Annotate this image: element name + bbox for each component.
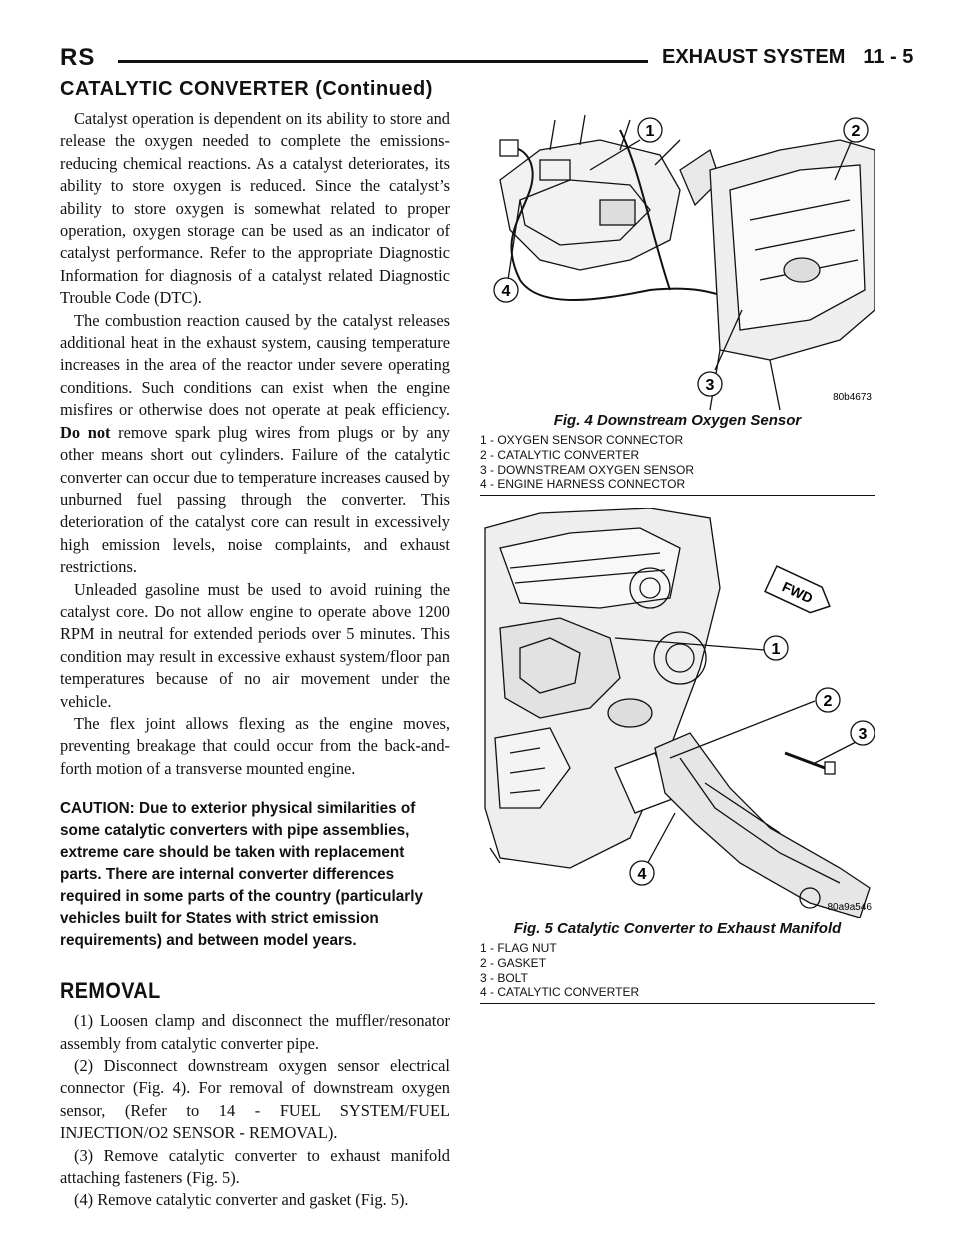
fig4-callout-4-label: 4 <box>501 283 511 300</box>
removal-step-2: (2) Disconnect downstream oxygen sensor electrical connector (Fig. 4). For removal of downstream oxygen sensor, (Refer to 14 - FUEL SYSTEM/FUEL INJECTION/O2 SENSOR - REMOVAL). <box>60 1056 450 1143</box>
fig4-legend-item: 3 - DOWNSTREAM OXYGEN SENSOR <box>480 462 695 477</box>
fig5-legend-item: 3 - BOLT <box>480 970 528 985</box>
paragraph-flex-joint: The flex joint allows flexing as the engine moves, preventing breakage that could occur from the back-and-forth motion of a transverse mounted engine. <box>60 713 450 778</box>
header-section-code: RS <box>60 44 96 71</box>
caution-notice: CAUTION: Due to exterior physical similarities of some catalytic converters with pipe assemblies, extreme care should be taken with replacement parts. There are internal converter differences required in some parts of the country (particularly vehicles built for States with strict emission requirements) and between model years. <box>60 800 423 950</box>
fig5-rule <box>480 1003 875 1004</box>
fig4-code: 80b4673 <box>833 392 872 403</box>
header-rule <box>118 60 648 63</box>
header-right <box>662 46 913 69</box>
fig5-illustration <box>480 508 875 918</box>
fwd-label: FWD <box>779 578 816 607</box>
removal-heading: REMOVAL <box>60 978 161 1004</box>
text-column <box>60 108 450 1212</box>
fig4-rule <box>480 495 875 496</box>
header-title: EXHAUST SYSTEM <box>662 46 846 68</box>
fig5-legend-item: 2 - GASKET <box>480 955 547 970</box>
fig5-callout-3-label: 3 <box>858 726 868 743</box>
p2-text-b: remove spark plug wires from plugs or by any other means short out cylinders. Failure of the catalytic converter can occur due to temperature increases caused by unburned fuel passing through the converter. This deterioration of the catalyst core can result in excessively high emission levels, noise complaints, and exhaust restrictions. <box>60 422 450 577</box>
paragraph-combustion <box>60 310 450 579</box>
fig5-legend-item: 1 - FLAG NUT <box>480 941 557 955</box>
section-heading: CATALYTIC CONVERTER (Continued) <box>60 78 433 100</box>
figure-5 <box>480 508 875 1004</box>
fig4-callout-1-label: 1 <box>645 123 655 140</box>
fig4-legend <box>480 433 875 492</box>
removal-step-1: (1) Loosen clamp and disconnect the muffler/resonator assembly from catalytic converter pipe. <box>60 1011 450 1053</box>
fig4-callout-3-label: 3 <box>705 377 715 394</box>
removal-step-4: (4) Remove catalytic converter and gasket (Fig. 5). <box>74 1190 409 1210</box>
fig4-legend-item: 1 - OXYGEN SENSOR CONNECTOR <box>480 433 684 447</box>
p2-text-a: The combustion reaction caused by the catalyst releases additional heat in the exhaust system, causing temperature increases in the area of the reactor under severe operating conditions. Such conditions can exist when the engine misfires or otherwise does not operate at peak efficiency. <box>60 310 450 420</box>
figure-4 <box>480 110 875 496</box>
paragraph-unleaded: Unleaded gasoline must be used to avoid ruining the catalyst core. Do not allow engine to operate above 1200 RPM in neutral for extended periods over 5 minutes. This condition may result in excessive exhaust system/floor pan temperatures because of no air movement under the vehicle. <box>60 579 450 711</box>
fig4-legend-item: 2 - CATALYTIC CONVERTER <box>480 447 640 462</box>
fig4-callout-2-label: 2 <box>851 123 861 140</box>
paragraph-catalyst-operation: Catalyst operation is dependent on its ability to store and release the oxygen needed to complete the emissions-reducing chemical reactions. As a catalyst deteriorates, its ability to store oxygen is reduced. Since the catalyst’s ability to store oxygen is somewhat related to proper operation, oxygen storage can be used as an indicator of catalyst performance. Refer to the appropriate Diagnostic Information for diagnosis of a catalyst related Diagnostic Trouble Code (DTC). <box>60 109 450 308</box>
fig5-legend-item: 4 - CATALYTIC CONVERTER <box>480 985 640 1000</box>
fig5-code: 80a9a546 <box>827 902 872 913</box>
fig5-caption: Fig. 5 Catalytic Converter to Exhaust Manifold <box>513 920 842 937</box>
fig5-callout-4-label: 4 <box>637 866 647 883</box>
removal-step-3: (3) Remove catalytic converter to exhaust manifold attaching fasteners (Fig. 5). <box>60 1145 450 1188</box>
fwd-arrow <box>765 566 836 619</box>
fig4-illustration <box>480 110 875 410</box>
fig5-callout-1-label: 1 <box>771 641 781 658</box>
fig5-legend <box>480 941 875 1000</box>
fig4-caption: Fig. 4 Downstream Oxygen Sensor <box>553 412 802 429</box>
p2-bold: Do not <box>60 422 111 442</box>
fig4-legend-item: 4 - ENGINE HARNESS CONNECTOR <box>480 477 686 492</box>
page-number: 11 - 5 <box>863 46 914 68</box>
fig5-callout-2-label: 2 <box>823 693 833 710</box>
